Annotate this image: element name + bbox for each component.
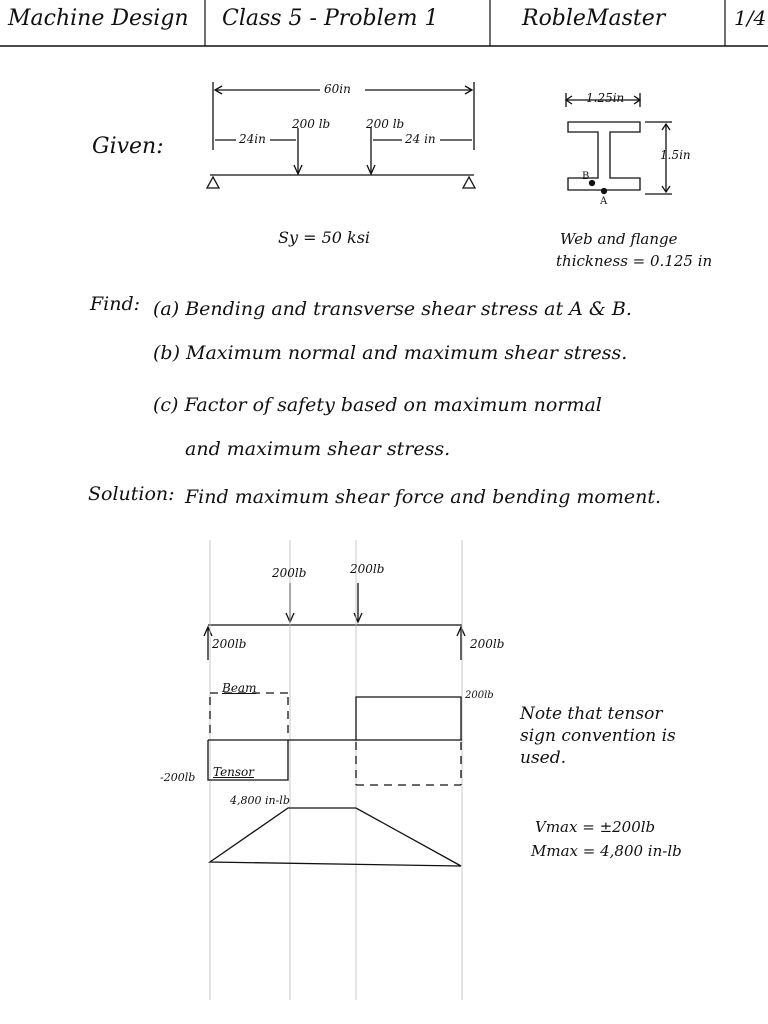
- find-item-c-line1: (c) Factor of safety based on maximum normal: [153, 394, 602, 416]
- dist-right-label: 24 in: [405, 132, 436, 146]
- note-line-3: used.: [520, 748, 567, 768]
- problem-title: Class 5 - Problem 1: [222, 6, 439, 31]
- diagram-load-left: 200lb: [272, 566, 307, 580]
- dist-left-label: 24in: [239, 132, 266, 146]
- yield-strength: Sy = 50 ksi: [278, 228, 371, 247]
- thickness-line-2: thickness = 0.125 in: [556, 252, 713, 270]
- note-line-2: sign convention is: [520, 726, 676, 746]
- find-label: Find:: [90, 293, 141, 315]
- thickness-line-1: Web and flange: [560, 230, 678, 248]
- section-height-label: 1.5in: [660, 148, 691, 162]
- page-number: 1/4: [734, 6, 767, 30]
- note-line-1: Note that tensor: [520, 704, 663, 724]
- find-item-c-line2: and maximum shear stress.: [185, 438, 451, 460]
- mmax-result: Mmax = 4,800 in-lb: [531, 842, 682, 860]
- moment-diagram: [210, 808, 461, 866]
- span-label: 60in: [324, 82, 351, 96]
- point-a-label: A: [600, 196, 608, 207]
- vmax-result: Vmax = ±200lb: [535, 818, 656, 836]
- solution-text: Find maximum shear force and bending moment.: [185, 486, 662, 508]
- given-load-right: 200 lb: [366, 117, 405, 131]
- course-title: Machine Design: [8, 6, 189, 31]
- shear-positive-label: 200lb: [465, 690, 494, 701]
- find-item-b: (b) Maximum normal and maximum shear stress.: [153, 342, 628, 364]
- point-b-label: B: [582, 171, 590, 182]
- solution-label: Solution:: [88, 483, 175, 505]
- given-load-left: 200 lb: [292, 117, 331, 131]
- beam-convention-label: Beam: [222, 681, 257, 695]
- diagram-load-right: 200lb: [350, 562, 385, 576]
- tensor-convention-label: Tensor: [213, 765, 255, 779]
- moment-max-label: 4,800 in-lb: [230, 794, 290, 807]
- find-item-a: (a) Bending and transverse shear stress at A & B.: [153, 298, 632, 320]
- author-name: RobleMaster: [522, 6, 666, 31]
- section-width-label: 1.25in: [586, 91, 625, 105]
- given-label: Given:: [92, 134, 164, 159]
- reaction-right-label: 200lb: [470, 637, 505, 651]
- shear-negative-label: -200lb: [160, 771, 196, 784]
- reaction-left-label: 200lb: [212, 637, 247, 651]
